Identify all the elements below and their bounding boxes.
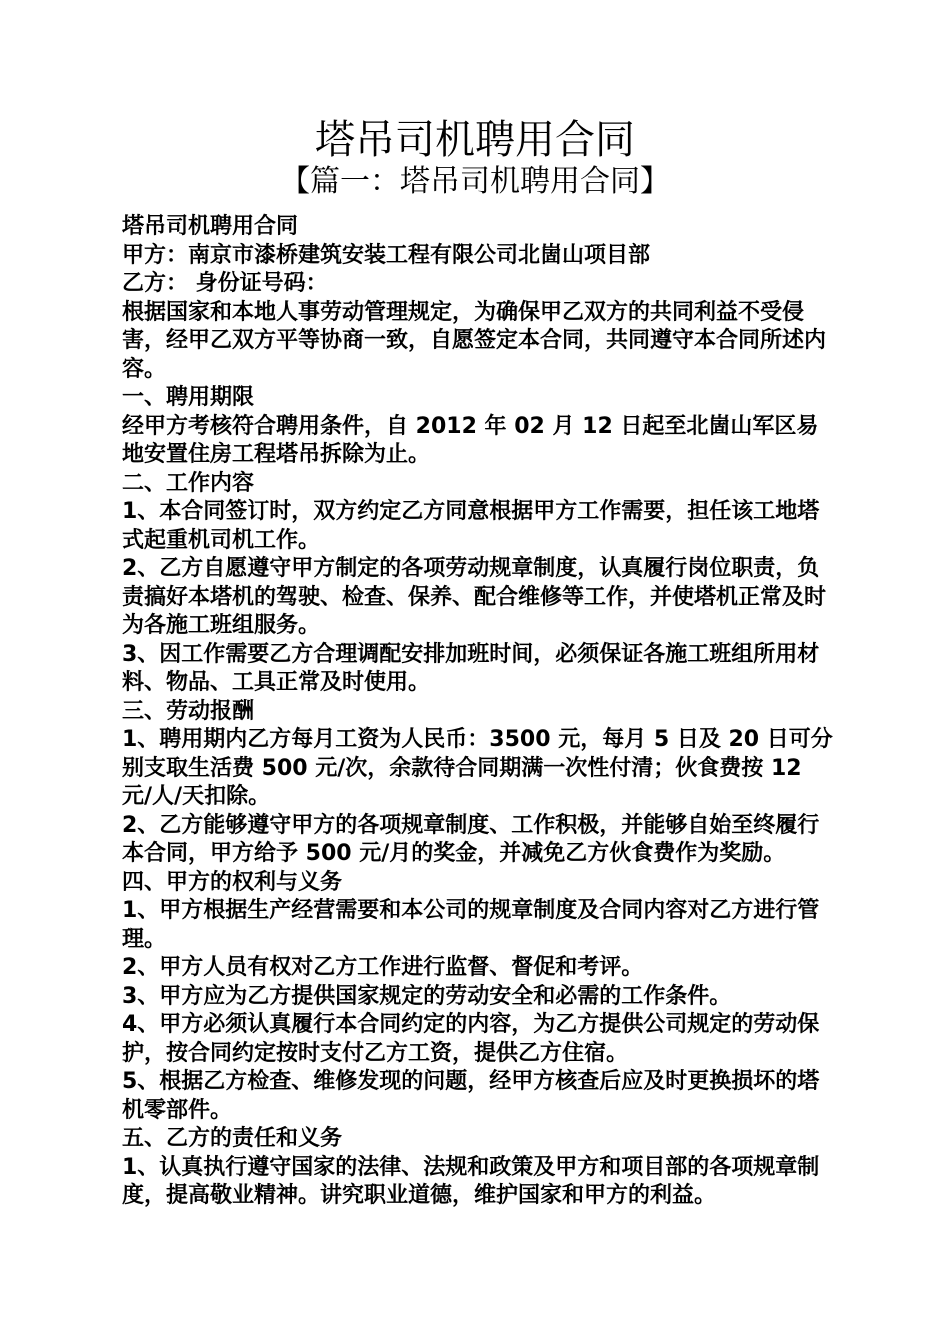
clause: 2、乙方能够遵守甲方的各项规章制度、工作积极，并能够自始至终履行本合同，甲方给予 500 元/月的奖金，并减免乙方伙食费作为奖励。: [122, 812, 820, 866]
clause: 1、聘用期内乙方每月工资为人民币：3500 元，每月 5 日及 20 日可分别支取生活费 500 元/次，余款待合同期满一次性付清；伙食费按 12 元/人/天扣除。: [122, 727, 833, 809]
preamble: 根据国家和本地人事劳动管理规定，为确保甲乙双方的共同利益不受侵害，经甲乙双方平等协商一致，自愿签定本合同，共同遵守本合同所述内容。: [122, 299, 827, 382]
clause: 5、根据乙方检查、维修发现的问题，经甲方核查后应及时更换损坏的塔机零部件。: [122, 1069, 820, 1123]
clause: 1、认真执行遵守国家的法律、法规和政策及甲方和项目部的各项规章制度，提高敬业精神。讲究职业道德，维护国家和甲方的利益。: [122, 1154, 820, 1208]
document-body: [116, 213, 836, 1211]
section-heading: 一、聘用期限: [122, 385, 255, 410]
clause: 4、甲方必须认真履行本合同约定的内容，为乙方提供公司规定的劳动保护，按合同约定按时支付乙方工资，提供乙方住宿。: [122, 1012, 820, 1066]
clause: 2、乙方自愿遵守甲方制定的各项劳动规章制度，认真履行岗位职责，负责搞好本塔机的驾驶、检查、保养、配合维修等工作，并使塔机正常及时为各施工班组服务。: [122, 556, 827, 638]
document-title: 塔吊司机聘用合同: [315, 117, 635, 163]
clause: 经甲方考核符合聘用条件，自 2012 年 02 月 12 日起至北崮山军区易地安置住房工程塔吊拆除为止。: [122, 413, 819, 467]
clause: 1、甲方根据生产经营需要和本公司的规章制度及合同内容对乙方进行管理。: [122, 898, 820, 952]
section-heading: 四、甲方的权利与义务: [122, 869, 343, 895]
clause: 1、本合同签订时，双方约定乙方同意根据甲方工作需要，担任该工地塔式起重机司机工作。: [122, 499, 820, 553]
party-a: 甲方：南京市漆桥建筑安装工程有限公司北崮山项目部: [122, 242, 651, 268]
section-heading: 五、乙方的责任和义务: [122, 1126, 343, 1151]
clause: 2、甲方人员有权对乙方工作进行监督、督促和考评。: [122, 955, 644, 980]
party-b: 乙方： 身份证号码：: [122, 271, 328, 296]
clause: 3、甲方应为乙方提供国家规定的劳动安全和必需的工作条件。: [122, 983, 732, 1009]
document-subtitle: 【篇一：塔吊司机聘用合同】: [280, 164, 670, 199]
section-heading: 三、劳动报酬: [122, 698, 255, 724]
section-heading: 二、工作内容: [122, 470, 255, 496]
contract-heading: 塔吊司机聘用合同: [122, 214, 299, 239]
clause: 3、因工作需要乙方合理调配安排加班时间，必须保证各施工班组所用材料、物品、工具正常及时使用。: [122, 641, 820, 695]
